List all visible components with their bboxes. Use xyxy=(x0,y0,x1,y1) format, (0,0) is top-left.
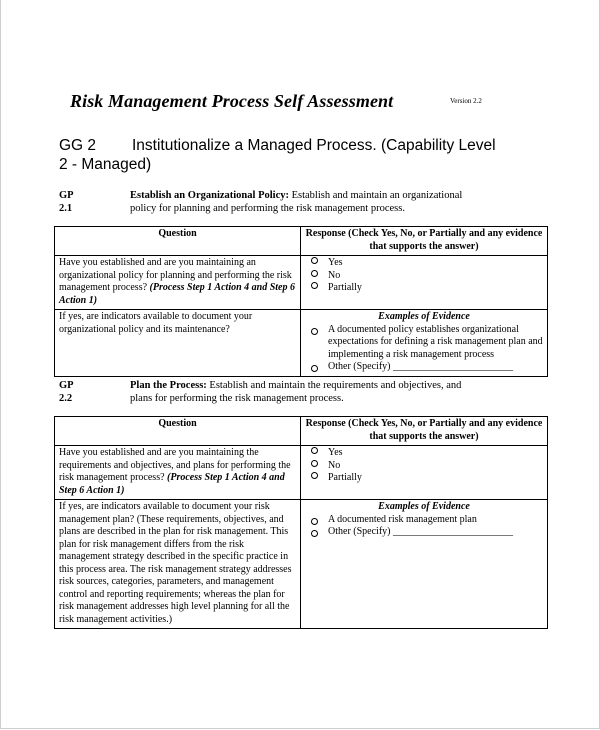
option-no[interactable] xyxy=(305,270,543,283)
radio-circle-icon[interactable] xyxy=(311,460,318,467)
question-text: If yes, are indicators available to document your risk management plan? (These requirements, objectives, and plans are described in the plan for risk management. This plan for risk management differs from the risk management strategy described in the specific practice in this process area. The risk management strategy addresses risk sources, categories, parameters, and management control and reporting requirements; whereas the plan for risk management addresses high level planning for all the risk management activities.) xyxy=(59,501,292,625)
practice-description: Establish and maintain the requirements and objectives, and plans for performing the risk management process. xyxy=(130,380,462,404)
goal-heading xyxy=(59,136,499,174)
option-partially[interactable] xyxy=(305,282,543,295)
table-row xyxy=(55,256,548,310)
radio-circle-icon[interactable] xyxy=(311,472,318,479)
goal-title: Institutionalize a Managed Process. (Capability Level 2 - Managed) xyxy=(59,137,496,173)
practice-text xyxy=(130,189,480,215)
option-label: Partially xyxy=(328,282,362,293)
response-header: Response (Check Yes, No, or Partially and any evidence that supports the answer) xyxy=(301,227,548,256)
evidence-cell xyxy=(301,310,548,377)
process-step-ref: (Process Step 1 Action 4 and Step 6 Action 1) xyxy=(59,282,295,306)
radio-circle-icon[interactable] xyxy=(311,257,318,264)
table-row xyxy=(55,500,548,629)
assessment-table-gp21 xyxy=(54,226,548,377)
question-text: Have you established and are you maintaining an organizational policy for planning and performing the risk management process? xyxy=(59,257,292,293)
evidence-item[interactable] xyxy=(305,324,543,362)
evidence-item-other[interactable] xyxy=(305,361,543,374)
question-text: Have you established and are you maintaining the requirements and objectives, and plans for performing the risk management process? xyxy=(59,447,291,483)
evidence-title: Examples of Evidence xyxy=(378,311,470,322)
table-header-row xyxy=(55,227,548,256)
document-title: Risk Management Process Self Assessment xyxy=(70,91,394,111)
response-options-cell xyxy=(301,256,548,310)
table-row xyxy=(55,446,548,500)
radio-circle-icon[interactable] xyxy=(311,270,318,277)
radio-circle-icon[interactable] xyxy=(311,518,318,525)
option-no[interactable] xyxy=(305,460,543,473)
option-label: Yes xyxy=(328,447,343,458)
evidence-label: A documented policy establishes organizational expectations for defining a risk management plan and implementing a risk management process xyxy=(328,323,543,360)
option-partially[interactable] xyxy=(305,472,543,485)
practice-id: GP 2.1 xyxy=(59,190,74,214)
option-yes[interactable] xyxy=(305,257,543,270)
question-cell xyxy=(55,256,301,310)
option-label: Partially xyxy=(328,472,362,483)
evidence-label: Other (Specify) ________________________ xyxy=(328,361,513,372)
question-cell xyxy=(55,500,301,629)
table-row xyxy=(55,310,548,377)
evidence-item[interactable] xyxy=(305,514,543,527)
practice-name: Plan the Process: xyxy=(130,380,207,391)
question-cell xyxy=(55,310,301,377)
option-label: Yes xyxy=(328,257,343,268)
evidence-item-other[interactable] xyxy=(305,526,543,539)
radio-circle-icon[interactable] xyxy=(311,365,318,372)
option-label: No xyxy=(328,459,341,471)
goal-id: GG 2 xyxy=(59,137,97,154)
radio-circle-icon[interactable] xyxy=(311,282,318,289)
option-yes[interactable] xyxy=(305,447,543,460)
radio-circle-icon[interactable] xyxy=(311,447,318,454)
process-step-ref: (Process Step 1 Action 4 and Step 6 Action 1) xyxy=(59,472,285,496)
practice-id: GP 2.2 xyxy=(59,380,74,404)
practice-name: Establish an Organizational Policy: xyxy=(130,190,289,201)
radio-circle-icon[interactable] xyxy=(311,328,318,335)
radio-circle-icon[interactable] xyxy=(311,530,318,537)
option-label: No xyxy=(328,269,341,281)
assessment-table-gp22 xyxy=(54,416,548,629)
evidence-cell xyxy=(301,500,548,629)
question-text: If yes, are indicators available to document your organizational policy and its maintenance? xyxy=(59,311,253,335)
practice-description: Establish and maintain an organizational policy for planning and performing the risk management process. xyxy=(130,190,463,214)
response-options-cell xyxy=(301,446,548,500)
evidence-label: Other (Specify) ________________________ xyxy=(328,526,513,537)
evidence-title: Examples of Evidence xyxy=(378,501,470,512)
evidence-label: A documented risk management plan xyxy=(328,513,477,525)
practice-text xyxy=(130,379,480,405)
version-label: Version 2.2 xyxy=(450,97,482,105)
question-cell xyxy=(55,446,301,500)
question-header: Question xyxy=(55,227,301,256)
question-header: Question xyxy=(55,417,301,446)
response-header: Response (Check Yes, No, or Partially and any evidence that supports the answer) xyxy=(301,417,548,446)
table-header-row xyxy=(55,417,548,446)
